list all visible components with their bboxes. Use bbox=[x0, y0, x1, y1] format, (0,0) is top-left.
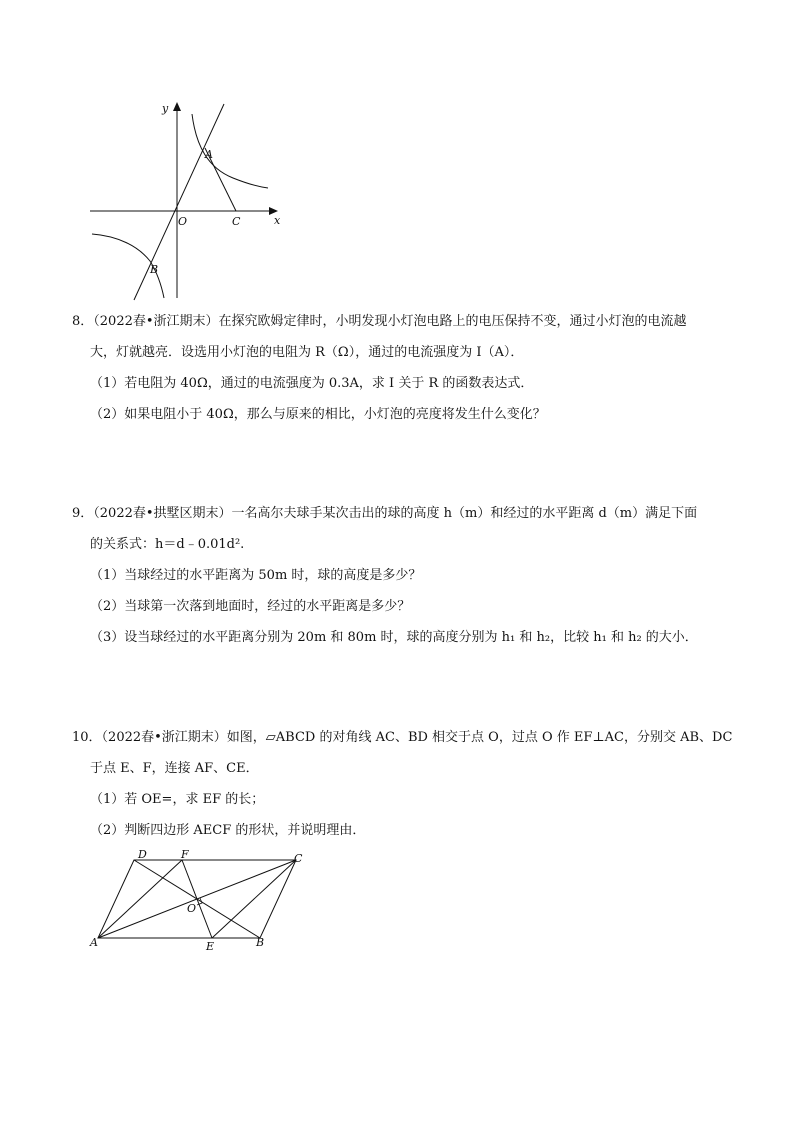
line-AB bbox=[134, 104, 224, 300]
problem-9-question-3: （3）设当球经过的水平距离分别为 20m 和 80m 时，球的高度分别为 h₁ 和 h₂，比较 h₁ 和 h₂ 的大小． bbox=[90, 630, 698, 645]
label-y: y bbox=[162, 102, 169, 115]
problem-10 bbox=[72, 722, 732, 846]
segment-AF bbox=[98, 860, 182, 938]
label-O: O bbox=[187, 902, 197, 915]
problem-10-stem-line1: 10．（2022春•浙江期末）如图，▱ABCD 的对角线 AC、BD 相交于点 O，过点 O 作 EF⊥AC，分别交 AB、DC bbox=[72, 730, 733, 745]
problem-8 bbox=[72, 306, 732, 430]
problem-10-stem-line2: 于点 E、F，连接 AF、CE． bbox=[90, 761, 259, 776]
problem-10-question-1: （1）若 OE=，求 EF 的长； bbox=[90, 792, 265, 807]
problem-9 bbox=[72, 498, 732, 653]
figure-hyperbola bbox=[88, 96, 298, 306]
label-A: A bbox=[90, 936, 98, 949]
hyperbola-branch-upper bbox=[192, 114, 268, 188]
label-C: C bbox=[232, 215, 241, 228]
problem-9-question-2: （2）当球第一次落到地面时，经过的水平距离是多少？ bbox=[90, 599, 411, 614]
problem-8-question-2: （2）如果电阻小于 40Ω，那么与原来的相比，小灯泡的亮度将发生什么变化？ bbox=[90, 407, 546, 422]
label-x: x bbox=[274, 214, 281, 227]
label-A: A bbox=[205, 148, 213, 161]
figure-parallelogram bbox=[88, 846, 318, 956]
problem-10-question-2: （2）判断四边形 AECF 的形状，并说明理由． bbox=[90, 823, 366, 838]
label-D: D bbox=[138, 848, 147, 861]
label-B: B bbox=[150, 263, 159, 276]
problem-8-question-1: （1）若电阻为 40Ω，通过的电流强度为 0.3A，求 I 关于 R 的函数表达式． bbox=[90, 376, 534, 391]
segment-CE bbox=[212, 860, 296, 938]
problem-9-stem-line2: 的关系式：h＝d﹣0.01d². bbox=[90, 537, 245, 552]
problem-9-question-1: （1）当球经过的水平距离为 50m 时，球的高度是多少？ bbox=[90, 568, 422, 583]
label-F: F bbox=[181, 848, 189, 861]
label-E: E bbox=[206, 940, 215, 953]
label-B: B bbox=[256, 936, 265, 949]
label-O: O bbox=[178, 215, 188, 228]
problem-8-stem-line1: 8．（2022春•浙江期末）在探究欧姆定律时，小明发现小灯泡电路上的电压保持不变，通过小灯泡的电流越 bbox=[72, 314, 687, 329]
label-C: C bbox=[294, 852, 303, 865]
problem-8-stem-line2: 大，灯就越亮．设选用小灯泡的电阻为 R（Ω），通过的电流强度为 I（A）． bbox=[90, 345, 524, 360]
problem-9-stem-line1: 9．（2022春•拱墅区期末）一名高尔夫球手某次击出的球的高度 h（m）和经过的水平距离 d（m）满足下面 bbox=[72, 506, 698, 521]
y-axis-arrow bbox=[173, 102, 181, 111]
segment-EF bbox=[182, 860, 212, 938]
